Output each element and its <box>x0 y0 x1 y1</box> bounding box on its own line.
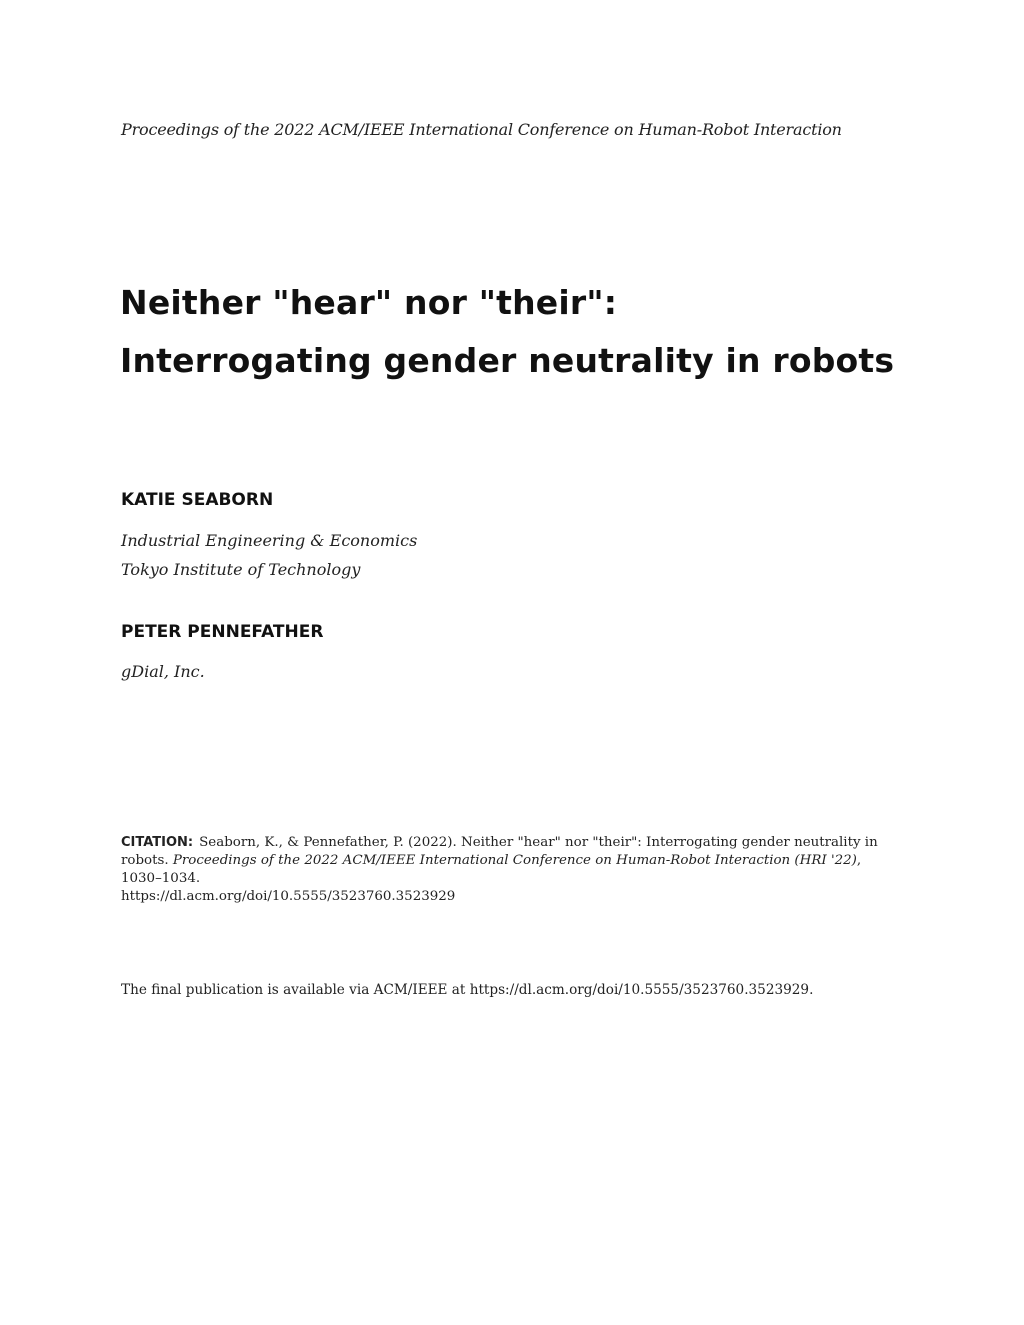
affiliation-line: Tokyo Institute of Technology <box>121 560 361 579</box>
citation-venue: Proceedings of the 2022 ACM/IEEE International Conference on Human-Robot Interaction (HRI '22) <box>172 853 857 868</box>
citation-label: CITATION: <box>121 835 194 850</box>
title-line-2: Interrogating gender neutrality in robots <box>120 341 895 380</box>
venue-header: Proceedings of the 2022 ACM/IEEE International Conference on Human-Robot Interaction <box>121 120 842 139</box>
affiliation-line: gDial, Inc. <box>121 662 205 681</box>
title-line-1: Neither "hear" nor "their": <box>120 283 618 322</box>
final-publication-note: The final publication is available via ACM/IEEE at https://dl.acm.org/doi/10.5555/3523760.3523929. <box>121 982 814 998</box>
author-affiliation-2 <box>121 657 205 686</box>
author-name-1: KATIE SEABORN <box>121 490 274 510</box>
affiliation-line: Industrial Engineering & Economics <box>121 531 418 550</box>
citation-authors: Seaborn, K., & Pennefather, P. (2022). Neither "hear" nor "their": Interrogating gender neutrality in robots. <box>121 835 878 868</box>
citation-doi-link[interactable]: https://dl.acm.org/doi/10.5555/3523760.3523929 <box>121 889 456 904</box>
author-affiliation-1 <box>121 526 417 584</box>
paper-title <box>120 274 894 390</box>
author-name-2: PETER PENNEFATHER <box>121 622 324 642</box>
citation-block <box>121 834 901 906</box>
citation-pages: , 1030–1034. <box>121 853 862 886</box>
